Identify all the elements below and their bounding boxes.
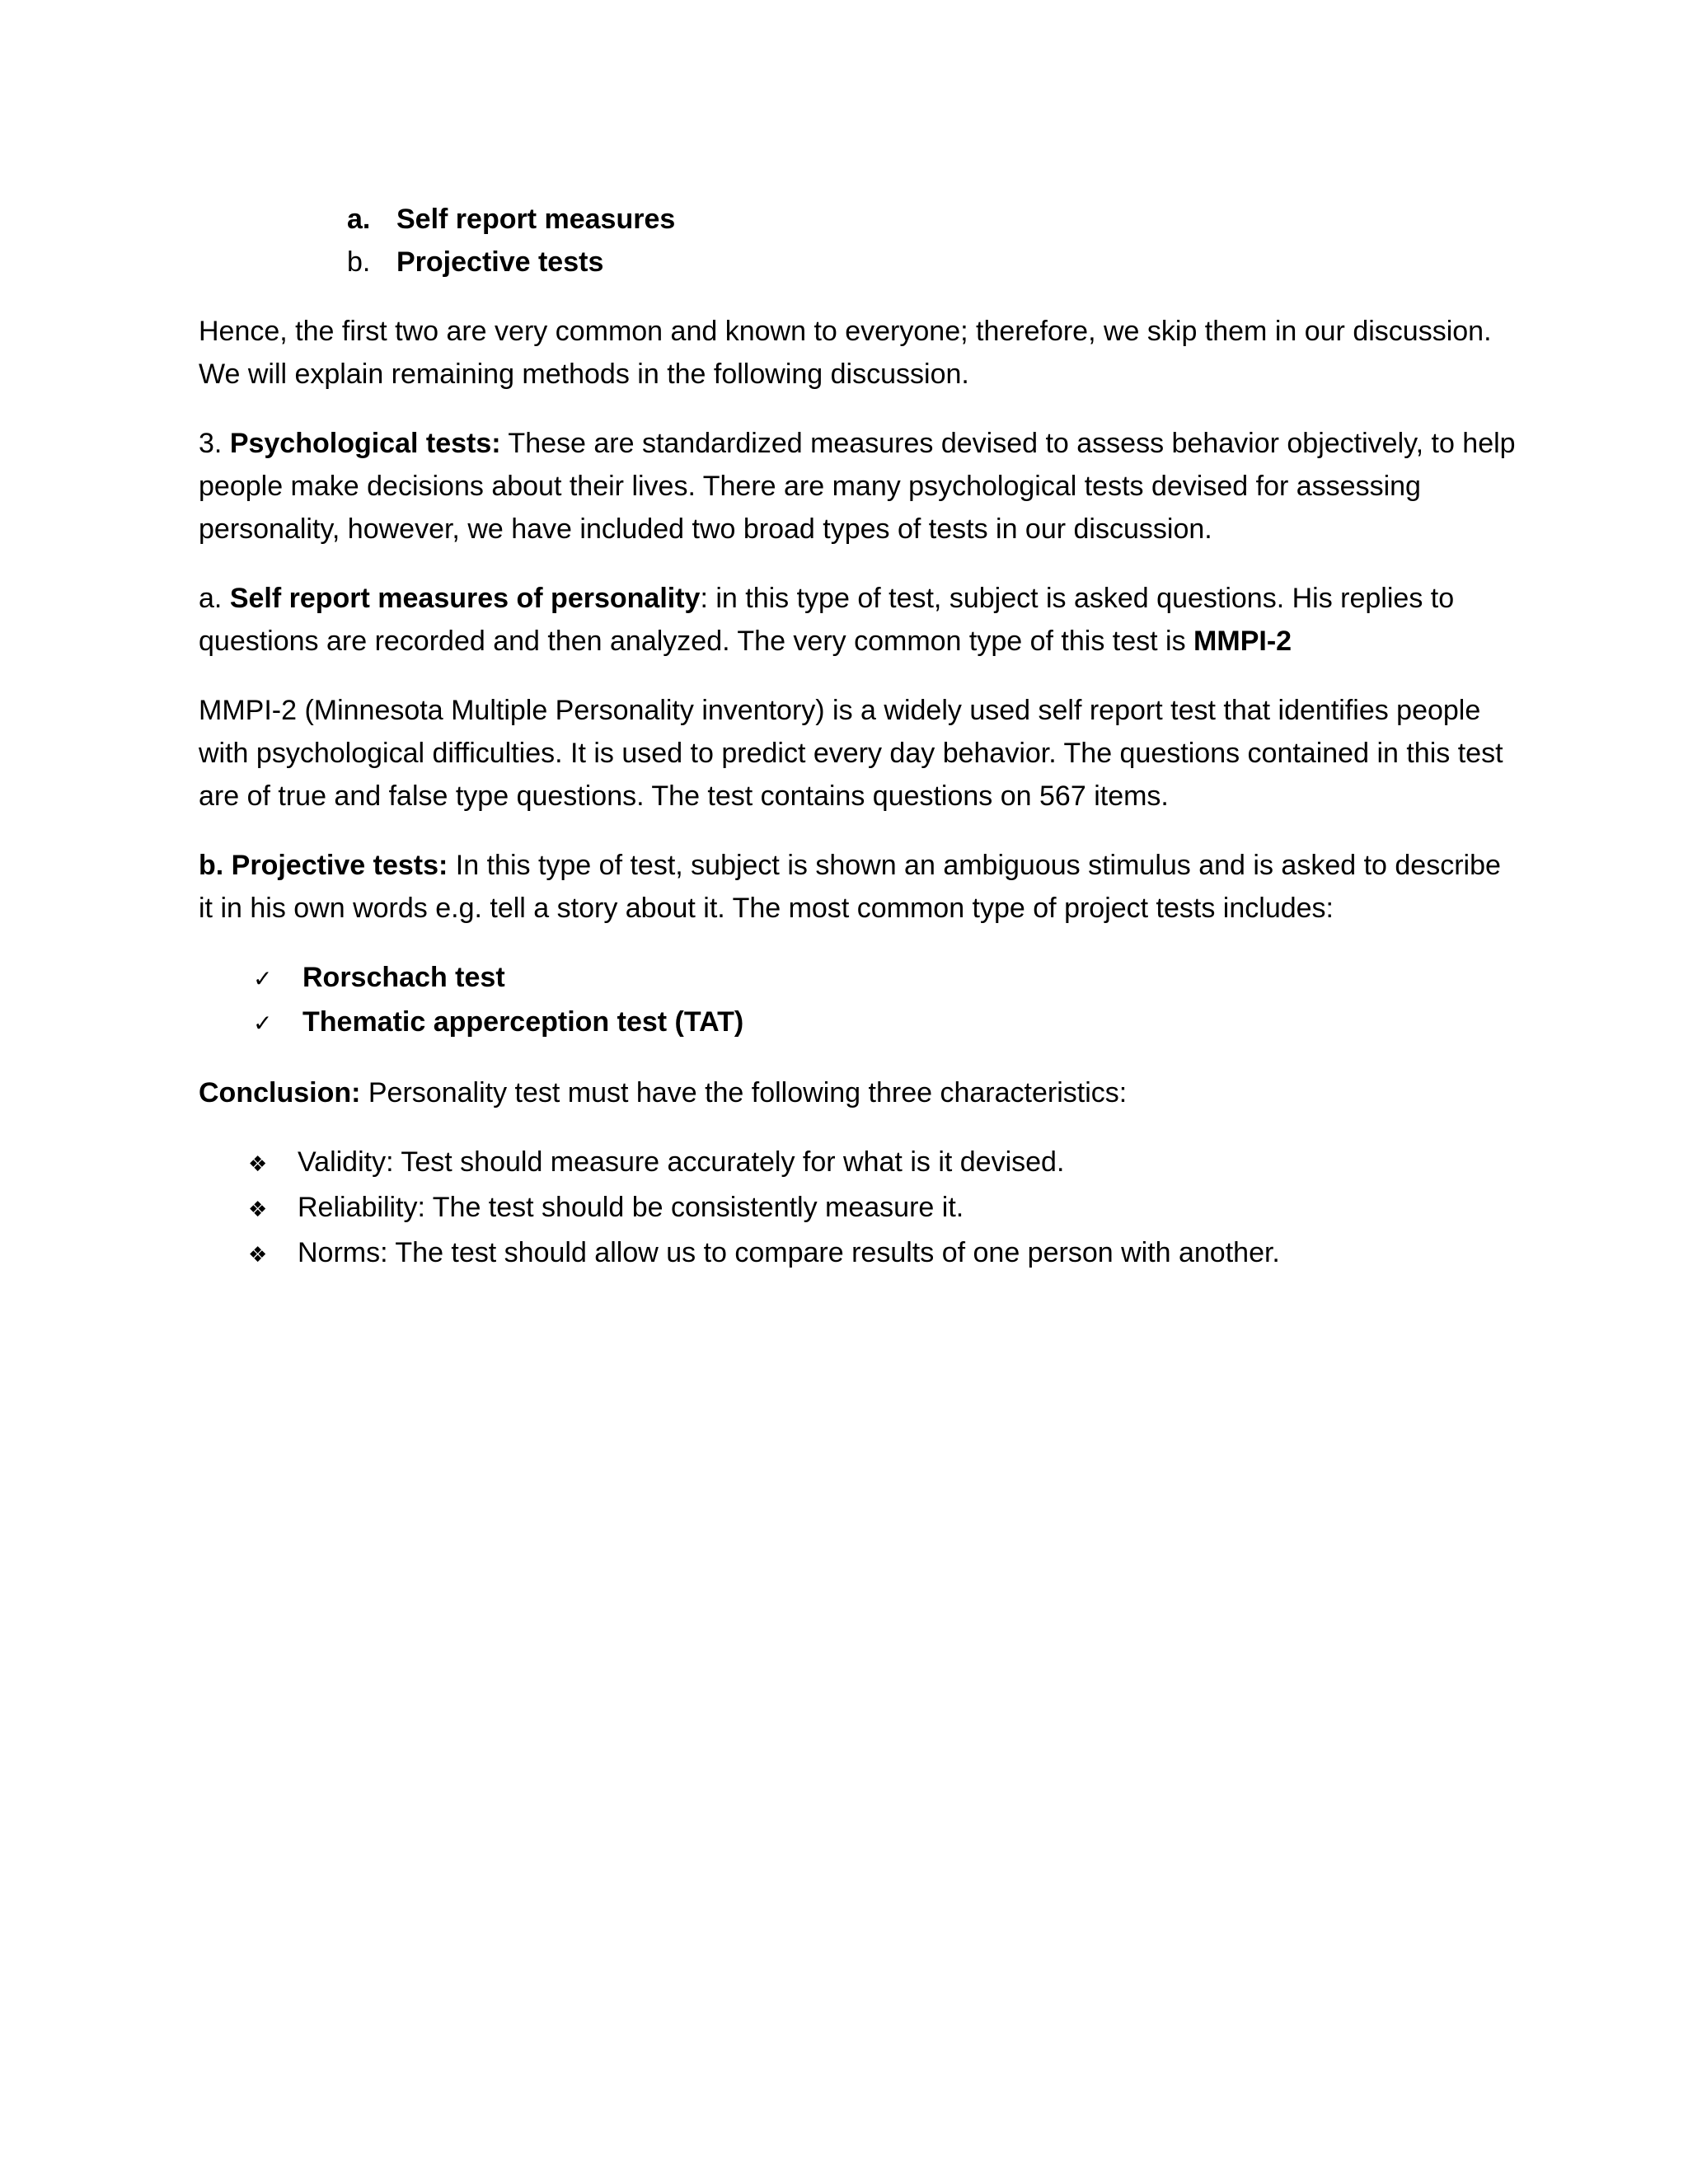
check-icon: ✓ xyxy=(253,1010,273,1037)
check-icon: ✓ xyxy=(253,965,273,992)
list-marker: a. xyxy=(347,204,371,235)
intro-list xyxy=(199,198,1517,284)
paragraph-text: Personality test must have the following three characteristics: xyxy=(360,1077,1128,1108)
paragraph-psychological-tests xyxy=(199,422,1517,551)
list-item-text: Rorschach test xyxy=(302,962,505,993)
diamond-bullet-icon: ❖ xyxy=(248,1243,268,1268)
diamond-bullet-icon: ❖ xyxy=(248,1152,268,1177)
paragraph-highlight: MMPI-2 xyxy=(1193,626,1292,657)
list-item xyxy=(199,198,1517,241)
list-item-text: Self report measures xyxy=(396,204,676,235)
paragraph-text: In this type of test, subject is shown an ambiguous stimulus and is asked to describe it in his own words e.g. tell a story about it. The most common type of project tests includes: xyxy=(199,850,1501,924)
paragraph-heading: b. Projective tests: xyxy=(199,850,448,881)
list-item xyxy=(199,1141,1517,1186)
paragraph-prefix: 3. xyxy=(199,428,230,459)
list-item xyxy=(199,956,1517,1001)
paragraph-mmpi: MMPI-2 (Minnesota Multiple Personality inventory) is a widely used self report test that identifies people with psychological difficulties. It is used to predict every day behavior. The questions contained in this test are of true and false type questions. The test contains questions on 567 items. xyxy=(199,695,1503,812)
list-marker: b. xyxy=(347,246,371,278)
paragraph-hence: Hence, the first two are very common and known to everyone; therefore, we skip them in our discussion. We will explain remaining methods in the following discussion. xyxy=(199,316,1492,390)
list-item xyxy=(199,1001,1517,1045)
list-item xyxy=(199,1186,1517,1231)
list-item-text: Validity: Test should measure accurately for what is it devised. xyxy=(298,1146,1065,1178)
projective-tests-list xyxy=(199,956,1517,1045)
paragraph-heading: Self report measures of personality xyxy=(229,583,701,614)
paragraph-heading: Psychological tests: xyxy=(229,428,501,459)
paragraph-projective-tests xyxy=(199,844,1517,930)
list-item-text: Thematic apperception test (TAT) xyxy=(302,1006,744,1038)
list-item-text: Projective tests xyxy=(396,246,604,278)
document-content xyxy=(199,198,1517,1277)
paragraph-heading: Conclusion: xyxy=(199,1077,361,1108)
paragraph-self-report xyxy=(199,577,1517,663)
paragraph-conclusion xyxy=(199,1071,1517,1114)
paragraph-text: These are standardized measures devised to assess behavior objectively, to help people make decisions about their lives. There are many psychological tests devised for assessing personality, however, we have included two broad types of tests in our discussion. xyxy=(199,428,1516,545)
characteristics-list xyxy=(199,1141,1517,1277)
diamond-bullet-icon: ❖ xyxy=(248,1197,268,1222)
paragraph-prefix: a. xyxy=(199,583,230,614)
list-item-text: Norms: The test should allow us to compare results of one person with another. xyxy=(298,1237,1280,1268)
list-item xyxy=(199,1231,1517,1277)
paragraph-text: : in this type of test, subject is asked questions. His replies to questions are recorded and then analyzed. The very common type of this test is xyxy=(199,583,1455,657)
list-item xyxy=(199,241,1517,284)
list-item-text: Reliability: The test should be consistently measure it. xyxy=(298,1192,964,1223)
